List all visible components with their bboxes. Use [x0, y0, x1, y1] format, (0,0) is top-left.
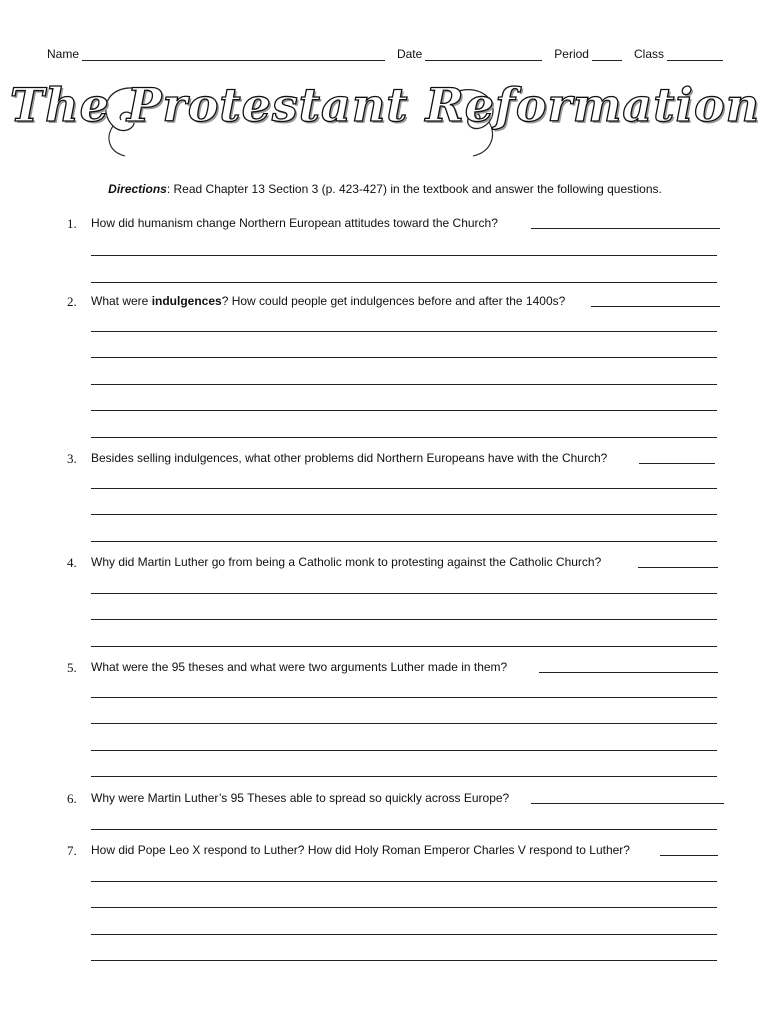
date-blank[interactable] — [425, 47, 542, 61]
answer-line[interactable] — [91, 384, 717, 385]
answer-line[interactable] — [91, 750, 717, 751]
answer-line[interactable] — [91, 255, 717, 256]
question-text: What were the 95 theses and what were two arguments Luther made in them? — [91, 660, 508, 674]
inline-answer-blank[interactable] — [638, 567, 718, 568]
answer-line[interactable] — [91, 881, 717, 882]
answer-line[interactable] — [91, 907, 717, 908]
question-text: Why were Martin Luther’s 95 Theses able to spread so quickly across Europe? — [91, 791, 510, 805]
question-text: Besides selling indulgences, what other problems did Northern Europeans have with the Church? — [91, 451, 608, 465]
answer-line[interactable] — [91, 593, 717, 594]
question-text: Why did Martin Luther go from being a Catholic monk to protesting against the Catholic Church? — [91, 555, 602, 569]
question-number: 1. — [67, 216, 77, 231]
answer-line[interactable] — [91, 488, 717, 489]
inline-answer-blank[interactable] — [591, 306, 720, 307]
directions — [0, 182, 770, 196]
period-label: Period — [554, 47, 589, 61]
question-text: How did Pope Leo X respond to Luther? How did Holy Roman Emperor Charles V respond to Luther? — [91, 843, 630, 857]
question-number: 4. — [67, 555, 77, 570]
inline-answer-blank[interactable] — [539, 672, 718, 673]
inline-answer-blank[interactable] — [639, 463, 715, 464]
answer-line[interactable] — [91, 357, 717, 358]
question-number: 5. — [67, 660, 77, 675]
indulgences-term: indulgences — [151, 294, 222, 308]
directions-label: Directions — [108, 182, 167, 196]
answer-line[interactable] — [91, 697, 717, 698]
inline-answer-blank[interactable] — [660, 855, 718, 856]
inline-answer-blank[interactable] — [531, 803, 724, 804]
period-blank[interactable] — [592, 47, 622, 61]
answer-line[interactable] — [91, 541, 717, 542]
date-label: Date — [396, 47, 423, 61]
answer-line[interactable] — [91, 723, 717, 724]
question-number: 7. — [67, 843, 77, 858]
answer-line[interactable] — [91, 829, 717, 830]
question-number: 2. — [67, 294, 77, 309]
inline-answer-blank[interactable] — [531, 228, 720, 229]
worksheet-title: The Protestant Reformation — [9, 78, 761, 132]
answer-line[interactable] — [91, 282, 717, 283]
question-text: How did humanism change Northern European attitudes toward the Church? — [91, 216, 498, 230]
name-blank[interactable] — [82, 47, 385, 61]
answer-line[interactable] — [91, 410, 717, 411]
answer-line[interactable] — [91, 934, 717, 935]
answer-line[interactable] — [91, 514, 717, 515]
answer-line[interactable] — [91, 437, 717, 438]
class-blank[interactable] — [667, 47, 723, 61]
answer-line[interactable] — [91, 331, 717, 332]
question-number: 6. — [67, 791, 77, 806]
answer-line[interactable] — [91, 776, 717, 777]
name-label: Name — [47, 47, 80, 61]
answer-line[interactable] — [91, 646, 717, 647]
student-info-header — [47, 47, 723, 61]
question-text: What were indulgences? How could people get indulgences before and after the 1400s? — [91, 294, 566, 308]
answer-line[interactable] — [91, 960, 717, 961]
directions-text: : Read Chapter 13 Section 3 (p. 423-427) in the textbook and answer the following questions. — [166, 182, 662, 196]
answer-line[interactable] — [91, 619, 717, 620]
question-number: 3. — [67, 451, 77, 466]
class-label: Class — [633, 47, 664, 61]
